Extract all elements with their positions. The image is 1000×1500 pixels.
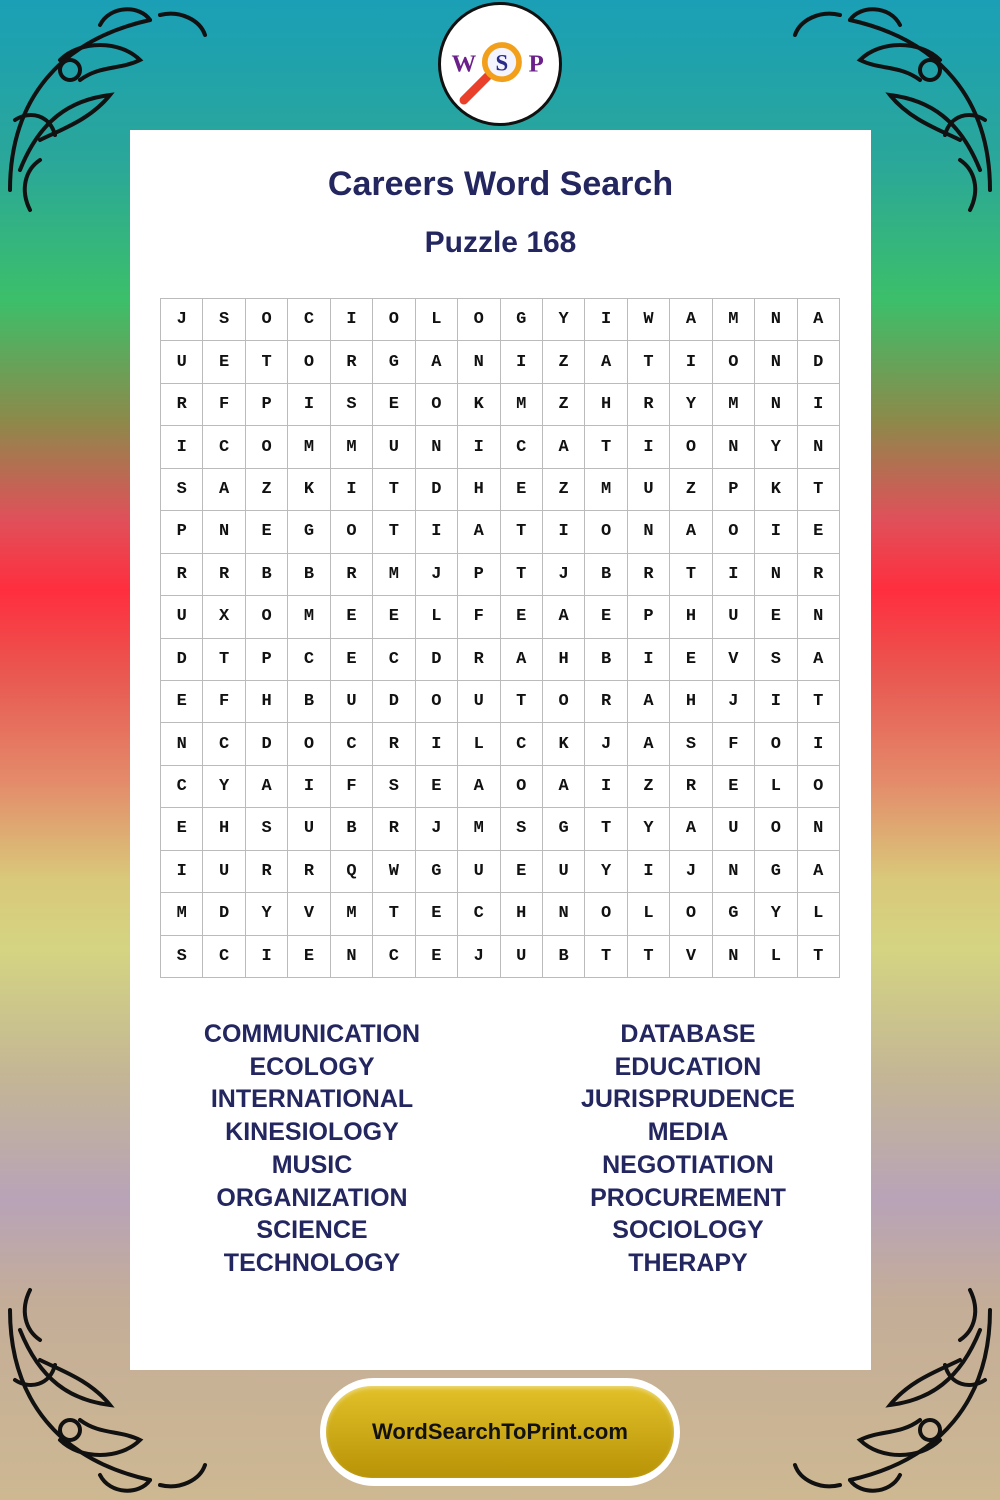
grid-cell[interactable]: A xyxy=(585,341,627,383)
word-list-item: DATABASE xyxy=(620,1020,756,1048)
grid-cell[interactable]: E xyxy=(713,766,755,808)
grid-cell[interactable]: I xyxy=(585,766,627,808)
grid-cell[interactable]: R xyxy=(161,554,203,596)
grid-cell[interactable]: I xyxy=(755,681,797,723)
grid-cell[interactable]: V xyxy=(288,893,330,935)
grid-cell[interactable]: R xyxy=(628,554,670,596)
grid-cell[interactable]: N xyxy=(798,808,840,850)
grid-cell[interactable]: I xyxy=(501,341,543,383)
grid-cell[interactable]: B xyxy=(331,808,373,850)
grid-cell[interactable]: S xyxy=(203,299,245,341)
grid-cell[interactable]: S xyxy=(670,723,712,765)
grid-cell[interactable]: O xyxy=(670,426,712,468)
grid-cell[interactable]: O xyxy=(798,766,840,808)
grid-cell[interactable]: G xyxy=(288,511,330,553)
grid-cell[interactable]: I xyxy=(331,299,373,341)
grid-cell[interactable]: I xyxy=(331,469,373,511)
wsp-logo[interactable] xyxy=(438,2,562,126)
grid-cell[interactable]: A xyxy=(203,469,245,511)
grid-cell[interactable]: U xyxy=(501,936,543,978)
grid-cell[interactable]: R xyxy=(628,384,670,426)
grid-cell[interactable]: Y xyxy=(755,893,797,935)
grid-cell[interactable]: Q xyxy=(331,851,373,893)
grid-cell[interactable]: T xyxy=(798,469,840,511)
word-list-item: PROCUREMENT xyxy=(590,1183,786,1212)
grid-cell[interactable]: Z xyxy=(543,469,585,511)
grid-cell[interactable]: A xyxy=(543,426,585,468)
grid-cell[interactable]: N xyxy=(798,596,840,638)
grid-cell[interactable]: A xyxy=(628,723,670,765)
grid-cell[interactable]: F xyxy=(458,596,500,638)
grid-cell[interactable]: B xyxy=(288,681,330,723)
grid-cell[interactable]: A xyxy=(798,299,840,341)
grid-cell[interactable]: A xyxy=(670,299,712,341)
grid-cell[interactable]: F xyxy=(203,384,245,426)
grid-cell[interactable]: E xyxy=(161,681,203,723)
grid-cell[interactable]: R xyxy=(373,723,415,765)
word-list-item: KINESIOLOGY xyxy=(225,1118,399,1147)
grid-cell[interactable]: E xyxy=(288,936,330,978)
grid-cell[interactable]: R xyxy=(798,554,840,596)
grid-cell[interactable]: K xyxy=(288,469,330,511)
grid-cell[interactable]: I xyxy=(713,554,755,596)
word-list-item: MUSIC xyxy=(271,1150,353,1179)
grid-cell[interactable]: H xyxy=(670,596,712,638)
grid-cell[interactable]: X xyxy=(203,596,245,638)
grid-cell[interactable]: E xyxy=(670,639,712,681)
grid-cell[interactable]: N xyxy=(713,936,755,978)
grid-cell[interactable]: I xyxy=(161,426,203,468)
grid-cell[interactable]: G xyxy=(416,851,458,893)
grid-cell[interactable]: Y xyxy=(543,299,585,341)
grid-cell[interactable]: N xyxy=(798,426,840,468)
grid-cell[interactable]: I xyxy=(628,639,670,681)
grid-cell[interactable]: U xyxy=(543,851,585,893)
grid-cell[interactable]: U xyxy=(161,341,203,383)
grid-cell[interactable]: O xyxy=(543,681,585,723)
grid-cell[interactable]: E xyxy=(755,596,797,638)
grid-cell[interactable]: A xyxy=(416,341,458,383)
grid-cell[interactable]: E xyxy=(203,341,245,383)
grid-cell[interactable]: A xyxy=(543,596,585,638)
grid-cell[interactable]: G xyxy=(755,851,797,893)
grid-cell[interactable]: O xyxy=(585,893,627,935)
grid-cell[interactable]: L xyxy=(416,596,458,638)
grid-cell[interactable]: I xyxy=(416,511,458,553)
grid-cell[interactable]: S xyxy=(373,766,415,808)
grid-cell[interactable]: S xyxy=(161,469,203,511)
grid-cell[interactable]: R xyxy=(288,851,330,893)
grid-cell[interactable]: R xyxy=(246,851,288,893)
grid-cell[interactable]: D xyxy=(246,723,288,765)
grid-cell[interactable]: E xyxy=(246,511,288,553)
grid-cell[interactable]: D xyxy=(416,469,458,511)
grid-cell[interactable]: S xyxy=(246,808,288,850)
logo-letter-w: W xyxy=(451,50,477,78)
grid-cell[interactable]: T xyxy=(670,554,712,596)
grid-cell[interactable]: N xyxy=(755,384,797,426)
grid-cell[interactable]: O xyxy=(416,384,458,426)
grid-cell[interactable]: N xyxy=(161,723,203,765)
grid-cell[interactable]: A xyxy=(501,639,543,681)
grid-cell[interactable]: T xyxy=(585,426,627,468)
grid-cell[interactable]: C xyxy=(501,723,543,765)
grid-cell[interactable]: Z xyxy=(670,469,712,511)
grid-cell[interactable]: E xyxy=(331,639,373,681)
grid-cell[interactable]: K xyxy=(543,723,585,765)
grid-cell[interactable]: N xyxy=(203,511,245,553)
word-list-item: MEDIA xyxy=(647,1118,729,1147)
grid-cell[interactable]: K xyxy=(755,469,797,511)
grid-cell[interactable]: C xyxy=(203,936,245,978)
grid-cell[interactable]: E xyxy=(373,384,415,426)
grid-cell[interactable]: H xyxy=(670,681,712,723)
grid-cell[interactable]: M xyxy=(501,384,543,426)
grid-cell[interactable]: J xyxy=(585,723,627,765)
grid-cell[interactable]: T xyxy=(203,639,245,681)
grid-cell[interactable]: W xyxy=(628,299,670,341)
grid-cell[interactable]: C xyxy=(203,723,245,765)
grid-cell[interactable]: A xyxy=(246,766,288,808)
grid-cell[interactable]: O xyxy=(288,723,330,765)
grid-cell[interactable]: U xyxy=(458,851,500,893)
word-list-item: SCIENCE xyxy=(256,1216,368,1245)
magnifier-icon xyxy=(441,5,559,123)
grid-cell[interactable]: O xyxy=(458,299,500,341)
grid-cell[interactable]: E xyxy=(416,893,458,935)
letter-grid[interactable] xyxy=(160,298,840,978)
grid-cell[interactable]: E xyxy=(161,808,203,850)
grid-cell[interactable]: B xyxy=(585,639,627,681)
grid-cell[interactable]: L xyxy=(755,936,797,978)
word-list-right xyxy=(528,1018,848,1280)
grid-cell[interactable]: O xyxy=(713,341,755,383)
grid-cell[interactable]: L xyxy=(458,723,500,765)
grid-cell[interactable]: J xyxy=(161,299,203,341)
word-list-item: EDUCATION xyxy=(614,1052,762,1081)
grid-cell[interactable]: U xyxy=(458,681,500,723)
grid-cell[interactable]: P xyxy=(713,469,755,511)
page-title: Careers Word Search xyxy=(327,165,674,203)
grid-cell[interactable]: O xyxy=(585,511,627,553)
grid-cell[interactable]: U xyxy=(713,808,755,850)
grid-cell[interactable]: C xyxy=(288,299,330,341)
grid-cell[interactable]: H xyxy=(585,384,627,426)
grid-cell[interactable]: A xyxy=(798,851,840,893)
grid-cell[interactable]: C xyxy=(288,639,330,681)
grid-cell[interactable]: S xyxy=(755,639,797,681)
grid-cell[interactable]: H xyxy=(543,639,585,681)
logo-letter-p: P xyxy=(528,50,544,78)
grid-cell[interactable]: Y xyxy=(670,384,712,426)
grid-cell[interactable]: A xyxy=(543,766,585,808)
grid-cell[interactable]: O xyxy=(755,723,797,765)
grid-cell[interactable]: T xyxy=(585,936,627,978)
grid-cell[interactable]: I xyxy=(798,384,840,426)
puzzle-card xyxy=(130,130,871,1370)
grid-cell[interactable]: O xyxy=(501,766,543,808)
grid-cell[interactable]: T xyxy=(798,681,840,723)
grid-cell[interactable]: E xyxy=(416,766,458,808)
grid-cell[interactable]: O xyxy=(246,596,288,638)
grid-cell[interactable]: N xyxy=(755,341,797,383)
grid-cell[interactable]: J xyxy=(670,851,712,893)
grid-cell[interactable]: I xyxy=(628,426,670,468)
site-link-pill xyxy=(326,1386,674,1478)
grid-cell[interactable]: H xyxy=(458,469,500,511)
grid-cell[interactable]: R xyxy=(203,554,245,596)
grid-cell[interactable]: E xyxy=(331,596,373,638)
grid-cell[interactable]: R xyxy=(458,639,500,681)
grid-cell[interactable]: N xyxy=(755,554,797,596)
grid-cell[interactable]: U xyxy=(713,596,755,638)
word-list-item: JURISPRUDENCE xyxy=(581,1085,795,1114)
grid-cell[interactable]: O xyxy=(288,341,330,383)
grid-cell[interactable]: I xyxy=(585,299,627,341)
grid-cell[interactable]: T xyxy=(585,808,627,850)
word-list-item: SOCIOLOGY xyxy=(612,1216,764,1245)
grid-cell[interactable]: L xyxy=(755,766,797,808)
grid-cell[interactable]: C xyxy=(331,723,373,765)
grid-cell[interactable]: N xyxy=(713,851,755,893)
grid-cell[interactable]: N xyxy=(416,426,458,468)
grid-cell[interactable]: E xyxy=(585,596,627,638)
grid-cell[interactable]: J xyxy=(713,681,755,723)
grid-cell[interactable]: R xyxy=(670,766,712,808)
grid-cell[interactable]: J xyxy=(543,554,585,596)
grid-cell[interactable]: U xyxy=(628,469,670,511)
grid-cell[interactable]: J xyxy=(416,808,458,850)
grid-cell[interactable]: L xyxy=(628,893,670,935)
grid-cell[interactable]: E xyxy=(798,511,840,553)
grid-cell[interactable]: W xyxy=(373,851,415,893)
grid-cell[interactable]: P xyxy=(246,384,288,426)
grid-cell[interactable]: L xyxy=(798,893,840,935)
grid-cell[interactable]: N xyxy=(331,936,373,978)
grid-cell[interactable]: I xyxy=(670,341,712,383)
grid-cell[interactable]: T xyxy=(246,341,288,383)
grid-cell[interactable]: C xyxy=(373,936,415,978)
grid-cell[interactable]: D xyxy=(416,639,458,681)
word-list-item: NEGOTIATION xyxy=(602,1150,774,1179)
grid-cell[interactable]: Y xyxy=(755,426,797,468)
grid-cell[interactable]: T xyxy=(373,893,415,935)
grid-cell[interactable]: A xyxy=(458,766,500,808)
grid-cell[interactable]: Y xyxy=(585,851,627,893)
grid-cell[interactable]: F xyxy=(713,723,755,765)
grid-cell[interactable]: Z xyxy=(543,384,585,426)
logo-letter-s: S xyxy=(495,50,509,76)
grid-cell[interactable]: R xyxy=(331,341,373,383)
grid-cell[interactable]: O xyxy=(755,808,797,850)
grid-cell[interactable]: H xyxy=(246,681,288,723)
grid-cell[interactable]: D xyxy=(203,893,245,935)
grid-cell[interactable]: U xyxy=(203,851,245,893)
site-link-button[interactable] xyxy=(320,1378,680,1486)
grid-cell[interactable]: R xyxy=(161,384,203,426)
grid-cell[interactable]: M xyxy=(713,299,755,341)
grid-cell[interactable]: D xyxy=(161,639,203,681)
grid-cell[interactable]: I xyxy=(628,851,670,893)
grid-cell[interactable]: I xyxy=(458,426,500,468)
grid-cell[interactable]: B xyxy=(246,554,288,596)
grid-cell[interactable]: P xyxy=(161,511,203,553)
grid-cell[interactable]: A xyxy=(798,639,840,681)
site-link-label: WordSearchToPrint.com xyxy=(372,1419,628,1444)
grid-cell[interactable]: C xyxy=(458,893,500,935)
grid-cell[interactable]: U xyxy=(161,596,203,638)
grid-cell[interactable]: H xyxy=(501,893,543,935)
grid-cell[interactable]: P xyxy=(628,596,670,638)
grid-cell[interactable]: S xyxy=(331,384,373,426)
grid-cell[interactable]: Z xyxy=(628,766,670,808)
grid-cell[interactable]: T xyxy=(373,511,415,553)
grid-cell[interactable]: M xyxy=(161,893,203,935)
grid-cell[interactable]: I xyxy=(288,384,330,426)
grid-cell[interactable]: A xyxy=(458,511,500,553)
grid-cell[interactable]: A xyxy=(628,681,670,723)
grid-cell[interactable]: M xyxy=(288,596,330,638)
grid-cell[interactable]: N xyxy=(713,426,755,468)
word-list-item: THERAPY xyxy=(628,1248,748,1277)
grid-cell[interactable]: A xyxy=(670,808,712,850)
grid-cell[interactable]: T xyxy=(798,936,840,978)
grid-cell[interactable]: U xyxy=(288,808,330,850)
grid-cell[interactable]: L xyxy=(416,299,458,341)
grid-cell[interactable]: J xyxy=(416,554,458,596)
grid-cell[interactable]: R xyxy=(373,808,415,850)
grid-cell[interactable]: I xyxy=(416,723,458,765)
grid-cell[interactable]: B xyxy=(585,554,627,596)
grid-cell[interactable]: P xyxy=(458,554,500,596)
grid-cell[interactable]: F xyxy=(331,766,373,808)
grid-cell[interactable]: N xyxy=(543,893,585,935)
grid-cell[interactable]: V xyxy=(713,639,755,681)
puzzle-number: Puzzle 168 xyxy=(424,226,577,259)
grid-cell[interactable]: B xyxy=(543,936,585,978)
grid-cell[interactable]: U xyxy=(373,426,415,468)
word-list-item: INTERNATIONAL xyxy=(210,1085,414,1114)
word-list-left xyxy=(152,1018,472,1280)
grid-cell[interactable]: O xyxy=(373,299,415,341)
grid-cell[interactable]: Y xyxy=(203,766,245,808)
grid-cell[interactable]: G xyxy=(373,341,415,383)
grid-cell[interactable]: T xyxy=(373,469,415,511)
word-list-item: ECOLOGY xyxy=(249,1052,375,1081)
grid-cell[interactable]: E xyxy=(416,936,458,978)
grid-cell[interactable]: R xyxy=(331,554,373,596)
grid-cell[interactable]: M xyxy=(585,469,627,511)
grid-cell[interactable]: Z xyxy=(543,341,585,383)
grid-cell[interactable]: B xyxy=(288,554,330,596)
grid-cell[interactable]: Y xyxy=(246,893,288,935)
word-list-item: TECHNOLOGY xyxy=(223,1248,401,1277)
grid-cell[interactable]: M xyxy=(373,554,415,596)
grid-cell[interactable]: O xyxy=(670,893,712,935)
word-list-item: COMMUNICATION xyxy=(203,1020,421,1048)
grid-cell[interactable]: O xyxy=(246,299,288,341)
grid-cell[interactable]: N xyxy=(628,511,670,553)
grid-cell[interactable]: G xyxy=(543,808,585,850)
grid-cell[interactable]: T xyxy=(501,554,543,596)
grid-cell[interactable]: I xyxy=(543,511,585,553)
grid-cell[interactable]: C xyxy=(373,639,415,681)
grid-cell[interactable]: Z xyxy=(246,469,288,511)
grid-cell[interactable]: E xyxy=(501,469,543,511)
grid-cell[interactable]: T xyxy=(501,681,543,723)
grid-cell[interactable]: G xyxy=(713,893,755,935)
grid-cell[interactable]: N xyxy=(755,299,797,341)
grid-cell[interactable]: M xyxy=(713,384,755,426)
grid-cell[interactable]: V xyxy=(670,936,712,978)
grid-cell[interactable]: N xyxy=(458,341,500,383)
grid-cell[interactable]: G xyxy=(501,299,543,341)
grid-cell[interactable]: E xyxy=(501,851,543,893)
grid-cell[interactable]: O xyxy=(331,511,373,553)
grid-cell[interactable]: I xyxy=(798,723,840,765)
grid-cell[interactable]: F xyxy=(203,681,245,723)
grid-cell[interactable]: A xyxy=(670,511,712,553)
grid-cell[interactable]: Y xyxy=(628,808,670,850)
grid-cell[interactable]: K xyxy=(458,384,500,426)
grid-cell[interactable]: D xyxy=(373,681,415,723)
grid-cell[interactable]: M xyxy=(331,893,373,935)
grid-cell[interactable]: M xyxy=(458,808,500,850)
grid-cell[interactable]: T xyxy=(628,936,670,978)
word-list-item: ORGANIZATION xyxy=(216,1183,408,1212)
grid-cell[interactable]: E xyxy=(501,596,543,638)
grid-cell[interactable]: C xyxy=(203,426,245,468)
grid-cell[interactable]: D xyxy=(798,341,840,383)
grid-cell[interactable]: C xyxy=(501,426,543,468)
grid-cell[interactable]: M xyxy=(288,426,330,468)
grid-cell[interactable]: T xyxy=(628,341,670,383)
grid-cell[interactable]: S xyxy=(501,808,543,850)
grid-cell[interactable]: J xyxy=(458,936,500,978)
grid-cell[interactable]: E xyxy=(373,596,415,638)
grid-cell[interactable]: S xyxy=(161,936,203,978)
grid-cell[interactable]: I xyxy=(288,766,330,808)
grid-cell[interactable]: H xyxy=(203,808,245,850)
grid-cell[interactable]: C xyxy=(161,766,203,808)
grid-cell[interactable]: U xyxy=(331,681,373,723)
grid-cell[interactable]: O xyxy=(246,426,288,468)
grid-cell[interactable]: P xyxy=(246,639,288,681)
grid-cell[interactable]: M xyxy=(331,426,373,468)
grid-cell[interactable]: O xyxy=(416,681,458,723)
grid-cell[interactable]: I xyxy=(161,851,203,893)
grid-cell[interactable]: T xyxy=(501,511,543,553)
grid-cell[interactable]: I xyxy=(755,511,797,553)
grid-cell[interactable]: I xyxy=(246,936,288,978)
grid-cell[interactable]: O xyxy=(713,511,755,553)
grid-cell[interactable]: R xyxy=(585,681,627,723)
